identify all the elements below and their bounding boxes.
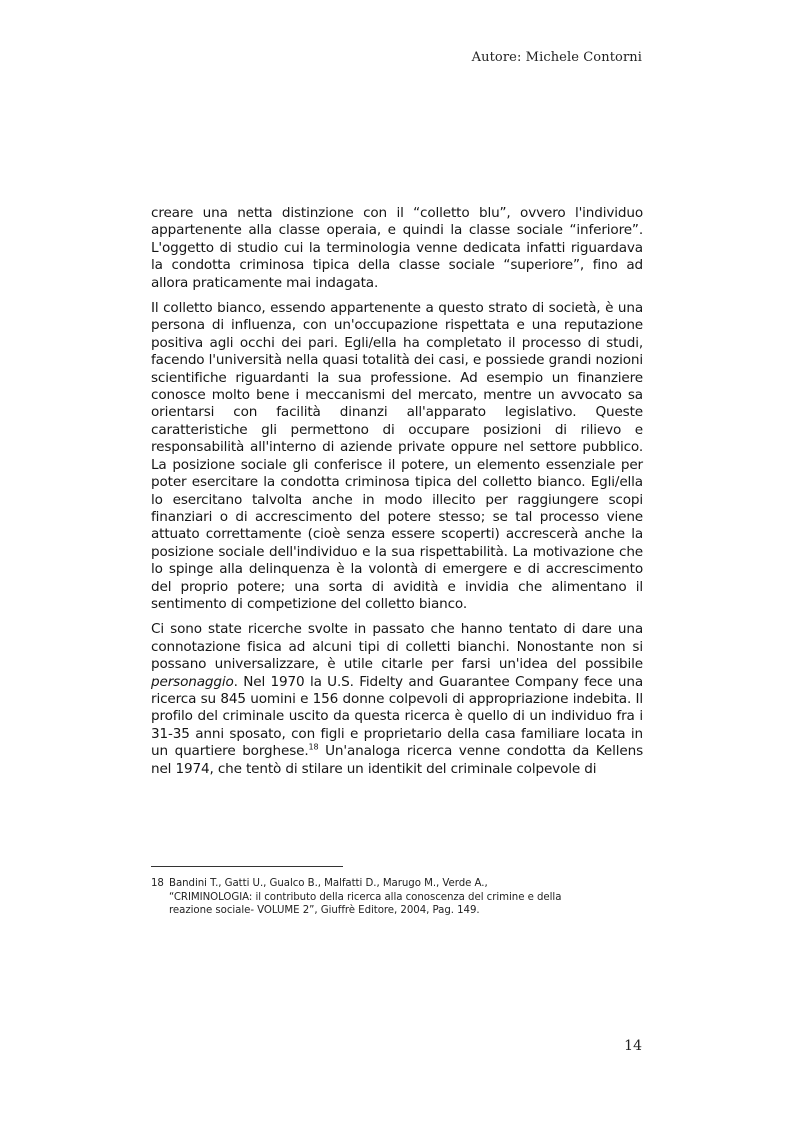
paragraph-2: Il colletto bianco, essendo appartenente a questo strato di società, è una persona di influenza, con un'occupazione rispettata e una reputazione positiva agli occhi dei pari. Egli/ella ha completato il processo di studi, facendo l'università nella quasi totalità dei casi, e possiede grandi nozioni scientifiche riguardanti la sua professione. Ad esempio un finanziere conosce molto bene i meccanismi del mercato, mentre un avvocato sa orientarsi con facilità dinanzi all'apparato legislativo. Queste caratteristiche gli permettono di occupare posizioni di rilievo e responsabilità all'interno di aziende private oppure nel settore pubblico. La posizione sociale gli conferisce il potere, un elemento essenziale per poter esercitare la condotta criminosa tipica del colletto bianco. Egli/ella lo esercitano talvolta anche in modo illecito per raggiungere scopi finanziari o di accrescimento del potere stesso; se tal processo viene attuato correttamente (cioè senza essere scoperti) accrescerà anche la posizione sociale dell'individuo e la sua rispettabilità. La motivazione che lo spinge alla delinquenza è la volontà di emergere e di accrescimento del proprio potere; una sorta di avidità e invidia che alimentano il sentimento di competizione del colletto bianco. [151,300,643,612]
paragraph-1: creare una netta distinzione con il “colletto blu”, ovvero l'individuo appartenente alla classe operaia, e quindi la classe sociale “inferiore”. L'oggetto di studio cui la terminologia venne dedicata infatti riguardava la condotta criminosa tipica della classe sociale “superiore”, fino ad allora praticamente mai indagata. [151,205,643,291]
paragraph-3-part-2: . Nel 1970 la U.S. Fidelty and Guarantee Company fece una ricerca su 845 uomini e 156 donne colpevoli di appropriazione indebita. Il profilo del criminale uscito da questa ricerca è quello di un individuo fra i 31-35 anni sposato, con figli e proprietario della casa familiare locata in un quartiere borghese. [151,673,643,760]
body-text [151,205,643,786]
paragraph-3-emphasis: personaggio [151,673,234,690]
footnote [151,877,643,918]
footnote-reference[interactable]: 18 [308,742,319,752]
footnote-first-line [151,877,643,891]
footnote-line-3: reazione sociale- VOLUME 2”, Giuffrè Editore, 2004, Pag. 149. [169,905,480,917]
footnote-line-1: Bandini T., Gatti U., Gualco B., Malfatti D., Marugo M., Verde A., [169,878,488,889]
running-header-author: Autore: Michele Contorni [471,50,642,65]
paragraph-3-part-3: Un'analoga ricerca venne condotta da Kellens nel 1974, che tentò di stilare un identikit del criminale colpevole di [151,743,644,777]
footnote-separator [151,866,343,867]
paragraph-3-part-1: Ci sono state ricerche svolte in passato che hanno tentato di dare una connotazione fisica ad alcuni tipi di colletti bianchi. Nonostante non si possano universalizzare, è utile citarle per farsi un'idea del possibile [151,621,643,673]
page-number: 14 [624,1038,642,1054]
footnote-line-2: “CRIMINOLOGIA: il contributo della ricerca alla conoscenza del crimine e della [169,891,562,903]
footnote-number: 18 [151,878,164,889]
paragraph-3 [151,621,643,778]
